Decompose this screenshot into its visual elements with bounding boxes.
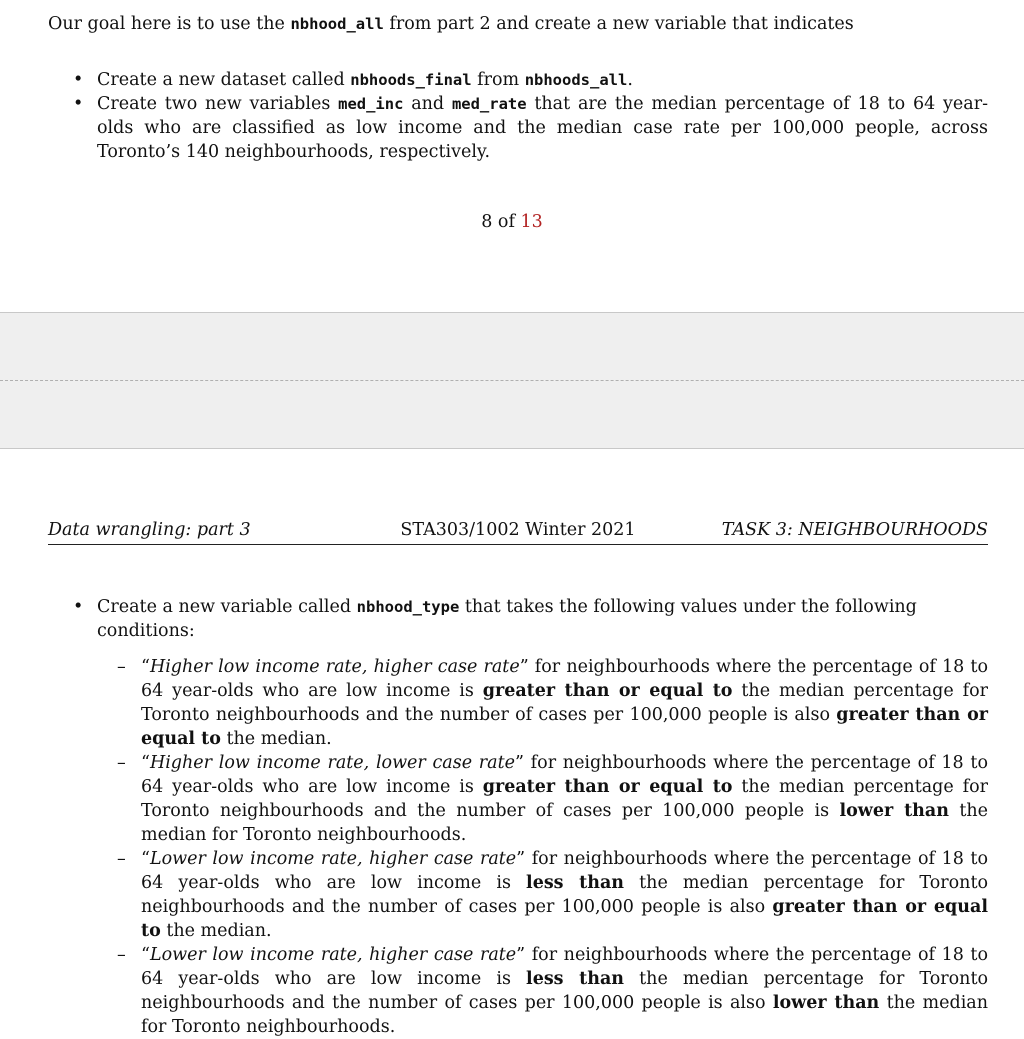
page-number-separator: of [492, 212, 521, 232]
header-course-title: STA303/1002 Winter 2021 [400, 520, 636, 540]
condition-item: – “Lower low income rate, higher case rate” for neighbourhoods where the percentage of 18 to 64 year-olds who are low income is less than the median percentage for Toronto neighbourhoods and the number of cases per 100,000 people is also lower than the median for Toronto neighbourhoods. [97, 943, 988, 1039]
condition-emphasis: less than [526, 873, 625, 893]
condition-item: – “Higher low income rate, lower case rate” for neighbourhoods where the percentage of 18 to 64 year-olds who are low income is greater than or equal to the median percentage for Toronto neighbourhoods and the number of cases per 100,000 people is lower than the median for Toronto neighbourhoods. [97, 751, 988, 847]
condition-text: the median percentage for Toronto neighbourhoods and the number of cases per 100,000 people is also [141, 969, 989, 1013]
list-item-create-nbhood-type [48, 595, 988, 1039]
condition-text: the median. [220, 729, 332, 749]
list-item-text: . [627, 70, 633, 90]
condition-emphasis: lower than [839, 801, 949, 821]
list-item-create-dataset [48, 68, 988, 92]
condition-emphasis: less than [526, 969, 625, 989]
condition-label: Lower low income rate, higher case rate [149, 945, 517, 965]
list-item-code: med_inc [338, 95, 404, 113]
list-item-text: that takes the following values under the following conditions: [97, 597, 917, 641]
running-header [48, 518, 988, 545]
condition-emphasis: greater than or equal to [482, 777, 733, 797]
condition-text: for neighbourhoods where the percentage of 18 to 64 year-olds who are low income is [141, 657, 988, 701]
condition-text: for neighbourhoods where the percentage of 18 to 64 year-olds who are low income is [141, 753, 988, 797]
condition-text: the median. [160, 921, 272, 941]
list-item-text: from [471, 70, 525, 90]
intro-text: Our goal here is to use the [48, 14, 291, 34]
condition-text: the median for Toronto neighbourhoods. [141, 993, 988, 1037]
condition-text: for neighbourhoods where the percentage of 18 to 64 year-olds who are low income is [141, 945, 988, 989]
condition-text: the median percentage for Toronto neighbourhoods and the number of cases per 100,000 people is also [141, 681, 989, 725]
list-item-text: and [403, 94, 452, 114]
condition-emphasis: lower than [772, 993, 880, 1013]
condition-text: the median percentage for Toronto neighbourhoods and the number of cases per 100,000 people is [141, 777, 989, 821]
list-item-code: nbhoods_all [524, 71, 628, 89]
list-item-code: med_rate [451, 95, 527, 113]
list-item-code: nbhoods_final [350, 71, 472, 89]
intro-code: nbhood_all [290, 15, 384, 33]
header-task-title: TASK 3: NEIGHBOURHOODS [721, 520, 988, 540]
condition-text: the median percentage for Toronto neighbourhoods and the number of cases per 100,000 people is also [141, 873, 989, 917]
condition-text: for neighbourhoods where the percentage of 18 to 64 year-olds who are low income is [141, 849, 988, 893]
condition-label: Lower low income rate, higher case rate [149, 849, 517, 869]
list-item-create-variables [48, 92, 988, 164]
page-number [0, 210, 1024, 234]
intro-text-end: from part 2 and create a new variable that indicates [383, 14, 854, 34]
task-bullet-list-2 [48, 595, 988, 1039]
list-item-text: Create two new variables [97, 94, 339, 114]
condition-text: the median for Toronto neighbourhoods. [141, 801, 988, 845]
header-section-title: Data wrangling: part 3 [48, 520, 251, 540]
page-total-link[interactable]: 13 [520, 212, 543, 232]
list-item-code: nbhood_type [356, 598, 460, 616]
condition-emphasis: greater than or equal to [482, 681, 733, 701]
intro-paragraph [48, 12, 988, 36]
list-item-text: that are the median percentage of 18 to 64 year-olds who are classified as low income and the median case rate per 100,000 people, across Toronto’s 140 neighbourhoods, respectively. [97, 94, 988, 162]
condition-item: – “Lower low income rate, higher case rate” for neighbourhoods where the percentage of 18 to 64 year-olds who are low income is less than the median percentage for Toronto neighbourhoods and the number of cases per 100,000 people is also greater than or equal to the median. [97, 847, 988, 943]
condition-label: Higher low income rate, lower case rate [149, 753, 515, 773]
condition-emphasis: greater than or equal to [141, 705, 988, 749]
conditions-list [97, 655, 988, 1039]
condition-label: Higher low income rate, higher case rate [149, 657, 520, 677]
list-item-text: Create a new variable called [97, 597, 357, 617]
condition-emphasis: greater than or equal to [141, 897, 988, 941]
page-number-current: 8 [481, 212, 493, 232]
task-bullet-list [48, 68, 988, 164]
list-item-text: Create a new dataset called [97, 70, 351, 90]
condition-item: – “Higher low income rate, higher case rate” for neighbourhoods where the percentage of 18 to 64 year-olds who are low income is greater than or equal to the median percentage for Toronto neighbourhoods and the number of cases per 100,000 people is also greater than or equal to the median. [97, 655, 988, 751]
pdf-page-8 [0, 0, 1024, 312]
page-break-divider [0, 380, 1024, 381]
pdf-page-9 [0, 449, 1024, 1037]
page-gap [0, 312, 1024, 449]
